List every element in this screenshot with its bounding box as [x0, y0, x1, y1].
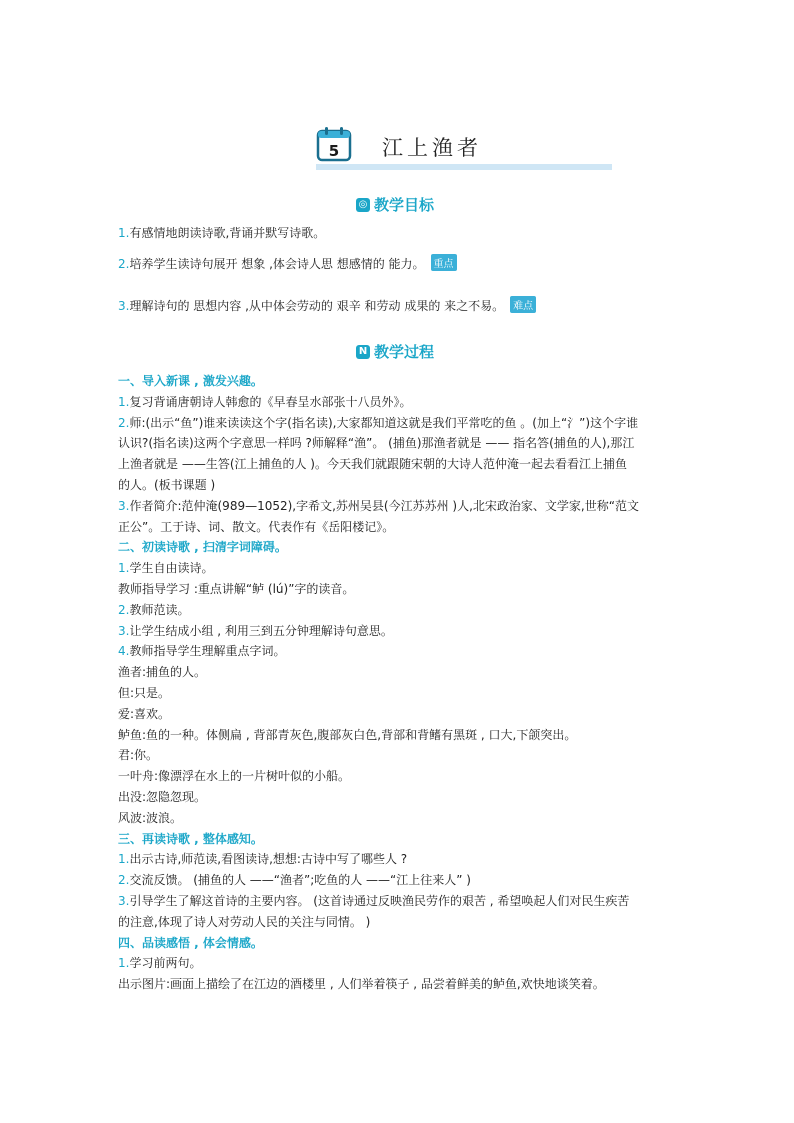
process-line: 风波:波浪。 — [118, 810, 183, 825]
objectives-heading — [356, 194, 434, 215]
flow-icon: N — [356, 345, 370, 359]
process-line: 2.师:(出示“鱼”)谁来读读这个字(指名读),大家都知道这就是我们平常吃的鱼 。(加上“氵”)这个字谁 — [118, 415, 639, 430]
process-line: 正公”。工于诗、词、散文。代表作有《岳阳楼记》。 — [118, 519, 395, 534]
section-subheading: 二、初读诗歌 , 扫清字词障碍。 — [118, 540, 287, 555]
process-line: 认识?(指名读)这两个字意思一样吗 ?师解释“渔”。 (捕鱼)那渔者就是 —— 指名答(捕鱼的人),那江 — [118, 436, 635, 451]
calendar-icon — [316, 126, 352, 162]
lesson-number: 5 — [328, 142, 340, 160]
lesson-header — [316, 122, 616, 170]
objective-item: 1.有感情地朗读诗歌,背诵并默写诗歌。 — [118, 226, 326, 240]
process-line: 一叶舟:像漂浮在水上的一片树叶似的小船。 — [118, 769, 351, 784]
process-line: 1.复习背诵唐朝诗人韩愈的《早春呈水部张十八员外》。 — [118, 394, 412, 409]
process-line: 但:只是。 — [118, 685, 171, 700]
process-line: 1.学生自由读诗。 — [118, 561, 214, 576]
process-line: 3.让学生结成小组 , 利用三到五分钟理解诗句意思。 — [118, 623, 393, 638]
process-body — [118, 371, 678, 995]
section-subheading: 四、品读感悟 , 体会情感。 — [118, 935, 263, 950]
process-line: 的人。(板书课题 ) — [118, 477, 216, 492]
objectives-heading-text: 教学目标 — [374, 196, 435, 214]
process-line: 教师指导学习 :重点讲解“鲈 (lú)”字的读音。 — [118, 581, 355, 596]
process-heading-text: 教学过程 — [374, 343, 435, 361]
process-line: 的注意,体现了诗人对劳动人民的关注与同情。 ) — [118, 914, 371, 929]
process-line: 渔者:捕鱼的人。 — [118, 665, 207, 680]
process-line: 1.学习前两句。 — [118, 956, 202, 971]
section-subheading: 一、导入新课 , 激发兴趣。 — [118, 374, 263, 388]
process-line: 鲈鱼:鱼的一种。体侧扁 , 背部青灰色,腹部灰白色,背部和背鳍有黑斑 , 口大,下颌突出。 — [118, 727, 577, 742]
process-line: 1.出示古诗,师范读,看图读诗,想想:古诗中写了哪些人 ? — [118, 852, 408, 867]
process-line: 3.引导学生了解这首诗的主要内容。 (这首诗通过反映渔民劳作的艰苦 , 希望唤起人们对民生疾苦 — [118, 893, 630, 908]
section-subheading: 三、再读诗歌 , 整体感知。 — [118, 831, 263, 846]
title-underline — [316, 164, 612, 170]
difficult-point-badge: 难点 — [510, 296, 536, 313]
process-line: 爱:喜欢。 — [118, 706, 171, 721]
objective-item: 3.理解诗句的 思想内容 ,从中体会劳动的 艰辛 和劳动 成果的 来之不易。 难点 — [118, 296, 536, 314]
target-icon: ◎ — [356, 198, 370, 212]
process-line: 2.交流反馈。 (捕鱼的人 ——“渔者”;吃鱼的人 ——“江上往来人” ) — [118, 873, 471, 888]
process-line: 上渔者就是 ——生答(江上捕鱼的人 )。今天我们就跟随宋朝的大诗人范仲淹一起去看看江上捕鱼 — [118, 457, 627, 472]
objective-item: 2.培养学生读诗句展开 想象 ,体会诗人思 想感情的 能力。 重点 — [118, 254, 457, 272]
key-point-badge: 重点 — [431, 254, 457, 271]
process-line: 2.教师范读。 — [118, 602, 190, 617]
process-line: 出没:忽隐忽现。 — [118, 789, 207, 804]
process-line: 出示图片:画面上描绘了在江边的酒楼里 , 人们举着筷子 , 品尝着鲜美的鲈鱼,欢快地谈笑着。 — [118, 977, 605, 992]
process-line: 4.教师指导学生理解重点字词。 — [118, 644, 286, 659]
lesson-title: 江上渔者 — [382, 136, 482, 160]
process-line: 3.作者简介:范仲淹(989—1052),字希文,苏州吴县(今江苏苏州 )人,北宋政治家、文学家,世称“范文 — [118, 498, 639, 513]
process-heading — [356, 341, 434, 362]
process-line: 君:你。 — [118, 748, 159, 763]
